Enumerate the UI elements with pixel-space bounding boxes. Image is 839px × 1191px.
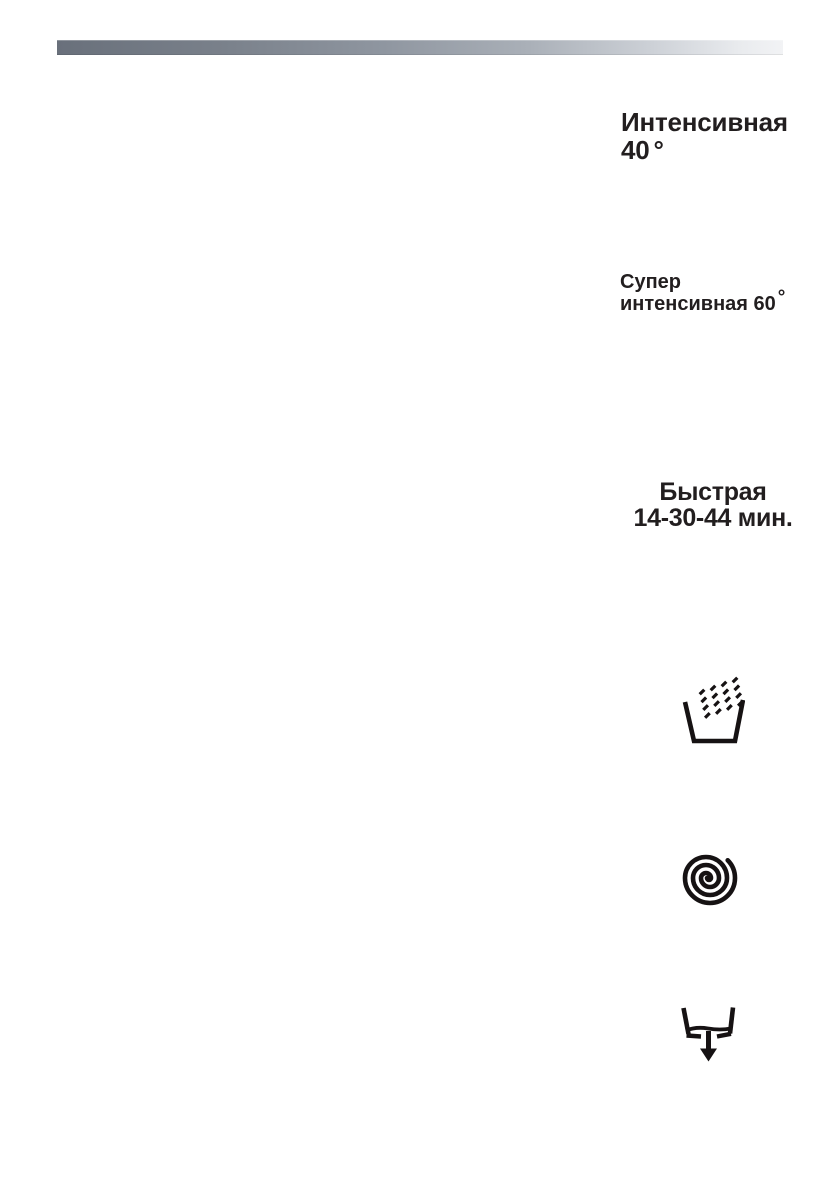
program-super-intensive [620, 271, 785, 316]
temperature-value: интенсивная 60 [620, 293, 776, 315]
degree-symbol: ° [653, 135, 664, 165]
program-intensive-name: Интенсивная [621, 107, 788, 137]
program-super-intensive-name-line1: Супер [620, 271, 681, 293]
program-quick [600, 479, 826, 531]
drain-tub-arrow-icon [679, 1004, 739, 1064]
program-quick-name: Быстрая [659, 478, 767, 506]
spin-spiral-icon [677, 848, 739, 908]
program-super-intensive-name-line2 [620, 287, 786, 316]
program-quick-durations: 14-30-44 мин. [633, 504, 793, 532]
program-intensive [621, 108, 788, 164]
temperature-value: 40 [621, 135, 650, 165]
header-gradient-bar [57, 40, 783, 55]
rinse-spray-tub-icon [679, 675, 745, 745]
degree-symbol: ° [777, 287, 786, 308]
program-intensive-temperature [621, 136, 788, 164]
